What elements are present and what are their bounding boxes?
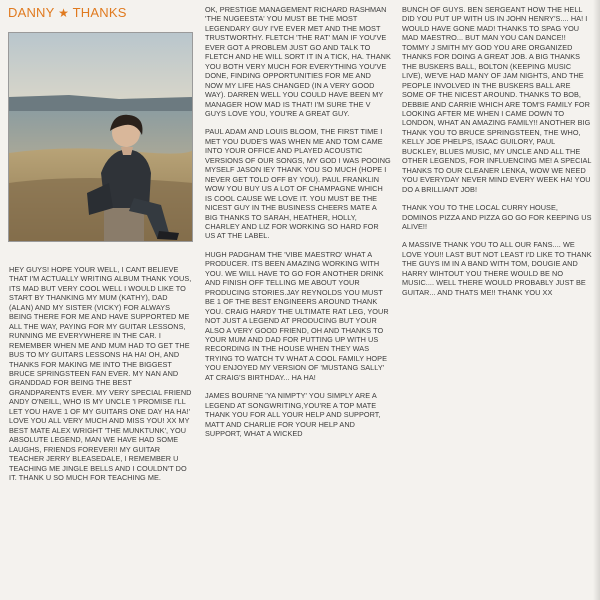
page-edge-shadow	[593, 0, 600, 600]
title-name: DANNY	[8, 5, 55, 20]
paragraph: JAMES BOURNE 'YA NIMPTY' YOU SIMPLY ARE A LEGEND AT SONGWRITING,YOU'RE A TOP MATE THANK YOU FOR ALL YOUR HELP AND SUPPORT, MATT AND CHARLIE FOR YOUR HELP AND SUPPORT, WHAT A WICKED	[205, 391, 381, 439]
paragraph: HEY GUYS! HOPE YOUR WELL, I CANT BELIEVE THAT I'M ACTUALLY WRITING ALBUM THANK YOUS, ITS MAD BUT VERY COOL WELL I WOULD LIKE TO START BY THANKING MY MUM (KATHY), DAD (ALAN) AND MY SISTER (VICKY) FOR ALWAYS BEING THERE FOR ME AND HAVE SUPPORTED ME ALL THE WAY, PAYING FOR MY GUITAR LESSONS, RUNNING ME EVERYWHERE IN THE CAR. I REMEMBER WHEN ME AND MUM HAD TO GET THE BUS TO MY GUITARS LESSONS HA HA! OH, AND THANKS FOR MAKING ME INTO THE BIGGEST BRUCE SPRINGSTEEN FAN EVER. MY NAN AND GRANDDAD FOR BEING THE BEST GRANDPARENTS EVER. MY VERY SPECIAL FRIEND ANDY O'NEILL, WHO IS MY UNCLE 'I PROMISE I'LL LET YOU HAVE 1 OF MY GUITARS ONE DAY HA HA!' LOVE YOU ALL VERY MUCH AND MISS YOU! XX MY BEST MATE ALEX WRIGHT 'THE MUNKTUNK', YOU ABSOLUTE LEGEND, MAN WE HAVE HAD SOME LAUGHS, FRIENDS FOREVER!! MY GUITAR TEACHER JERRY BLEASEDALE, I REMEMBER U TEACHING ME JINGLE BELLS AND I COULDN'T DO IT. THANK U SO MUCH FOR TEACHING ME.	[9, 265, 192, 482]
title-word: THANKS	[72, 5, 127, 20]
beach-photo	[8, 32, 193, 242]
paragraph: BUNCH OF GUYS. BEN SERGEANT HOW THE HELL DID YOU PUT UP WITH US IN JOHN HENRY'S.... HA! I WOULD HAVE GONE MAD! THANKS TO SPAG YOU MAD MAESTRO... BUT MAN YOU CAN DANCE!! TOMMY J SMITH MY GOD YOU ARE ORGANIZED THANKS FOR DOING A GREAT JOB. A BIG THANKS THE BUSKERS BALL, BOLTON (KEEPING MUSIC LIVE), WE'VE HAD MANY OF JAM NIGHTS, AND THE PEOPLE INVOLVED IN THE BUSKERS BALL ARE SOME OF THE NICEST AROUND. THANKS TO BOB, DEBBIE AND CARRIE WHICH ARE TOM'S FAMILY FOR LOOKING AFTER ME WHEN I CAME DOWN TO LONDON, WHAT AN AMAZING FAMILY!! ANOTHER BIG THANK YOU TO BRUCE SPRINGSTEEN, THE WHO, KELLY JOE PHELPS, ISAAC GUILORY, PAUL BUCKLEY, BLUES MUSIC, MY UNCLE AND ALL THE OTHER LEGENDS, FOR INFLUENCING ME! A SPECIAL THANKS TO OUR CLEANER LENKA, WOW WE NEED YOU EVERYDAY NEVER MIND EVERY WEEK HA! YOU DO A BRILLIANT JOB!	[402, 5, 592, 194]
paragraph: A MASSIVE THANK YOU TO ALL OUR FANS.... WE LOVE YOU!! LAST BUT NOT LEAST I'D LIKE TO THANK THE GUYS IM IN A BAND WITH TOM, DOUGIE AND HARRY WIHTOUT YOU THERE WOULD BE NO MUSIC.... WELL THERE WOULD PROBABLY JUST BE GUITAR... AND THATS ME!! THANK YOU XX	[402, 240, 592, 297]
thanks-column-2	[205, 5, 391, 447]
paragraph: THANK YOU TO THE LOCAL CURRY HOUSE, DOMINOS PIZZA AND PIZZA GO GO FOR KEEPING US ALIVE!!	[402, 203, 592, 231]
star-icon: ★	[58, 6, 70, 20]
page-title	[8, 5, 127, 20]
paragraph: OK, PRESTIGE MANAGEMENT RICHARD RASHMAN 'THE NUGEESTA' YOU MUST BE THE MOST LEGENDARY GUY I'VE EVER MET AND THE MOST TRUSTWORTHY. FLETCH 'THE RAT' MAN IF YOU'VE EVER GOT A PROBLEM JUST GO AND TALK TO FLETCH AND HE WILL SORT IT IN A TICK, HA. THANK YOU BOTH VERY MUCH FOR EVERYTHING YOU'VE DONE, FINDING OPPORTUNITIES FOR ME AND NOW MY LIFE HAS CHANGED (IN A VERY GOOD WAY). DARREN WELL YOU COULD HAVE BEEN MY MANAGER HOW MAD IS THAT! I'M SURE THE V GUYS LOVE YOU, YOU'RE A GREAT GUY.	[205, 5, 391, 118]
beach-photo-illustration	[9, 33, 193, 242]
paragraph: PAUL ADAM AND LOUIS BLOOM, THE FIRST TIME I MET YOU DUDE'S WAS WHEN ME AND TOM CAME INTO YOUR OFFICE AND PLAYED ACOUSTIC VERSIONS OF OUR SONGS, MY GOD I WAS POOING MYSELF JASON IEY THANK YOU SO MUCH (HOPE I NEVER GET TOLD OFF BY YOU). PAUL FRANKLIN WOW YOU BUY US A LOT OF CHAMPAGNE WHICH IS COOL CAUSE WE LOVE IT. YOU MUST BE THE NICEST GUY IN THE BUSINESS CHEERS MATE A BIG THANKS TO SARAH, HEATHER, HOLLY, CHARLEY AND LIZ FOR WORKING SO HARD FOR US AT THE LABEL.	[205, 127, 391, 241]
thanks-column-3	[402, 5, 592, 306]
paragraph: HUGH PADGHAM THE 'VIBE MAESTRO' WHAT A PRODUCER. ITS BEEN AMAZING WORKING WITH YOU. WE WILL HAVE TO GO FOR ANOTHER DRINK AND FINISH OFF TELLING ME ABOUT YOUR PRODUCING STORIES.JAY REYNOLDS YOU MUST BE 1 OF THE BEST ENGINEERS AROUND THANK YOU. CRAIG HARDY THE ULTIMATE RAT LEG, YOUR NOT JUST A LEGEND AT PRODUCING BUT YOUR ALSO A VERY GOOD FRIEND, OH AND THANKS TO YOUR MUM AND DAD FOR PUTTING UP WITH US RECORDING IN THE HOUSE WHEN THEY WAS TRYING TO WATCH TV WHAT A COOL FAMILY HOPE YOU ENJOYED MY VERSION OF 'MUSTANG SALLY' AT CRAIG'S BIRTHDAY... HA HA!	[205, 249, 389, 382]
thanks-column-1	[9, 265, 193, 491]
